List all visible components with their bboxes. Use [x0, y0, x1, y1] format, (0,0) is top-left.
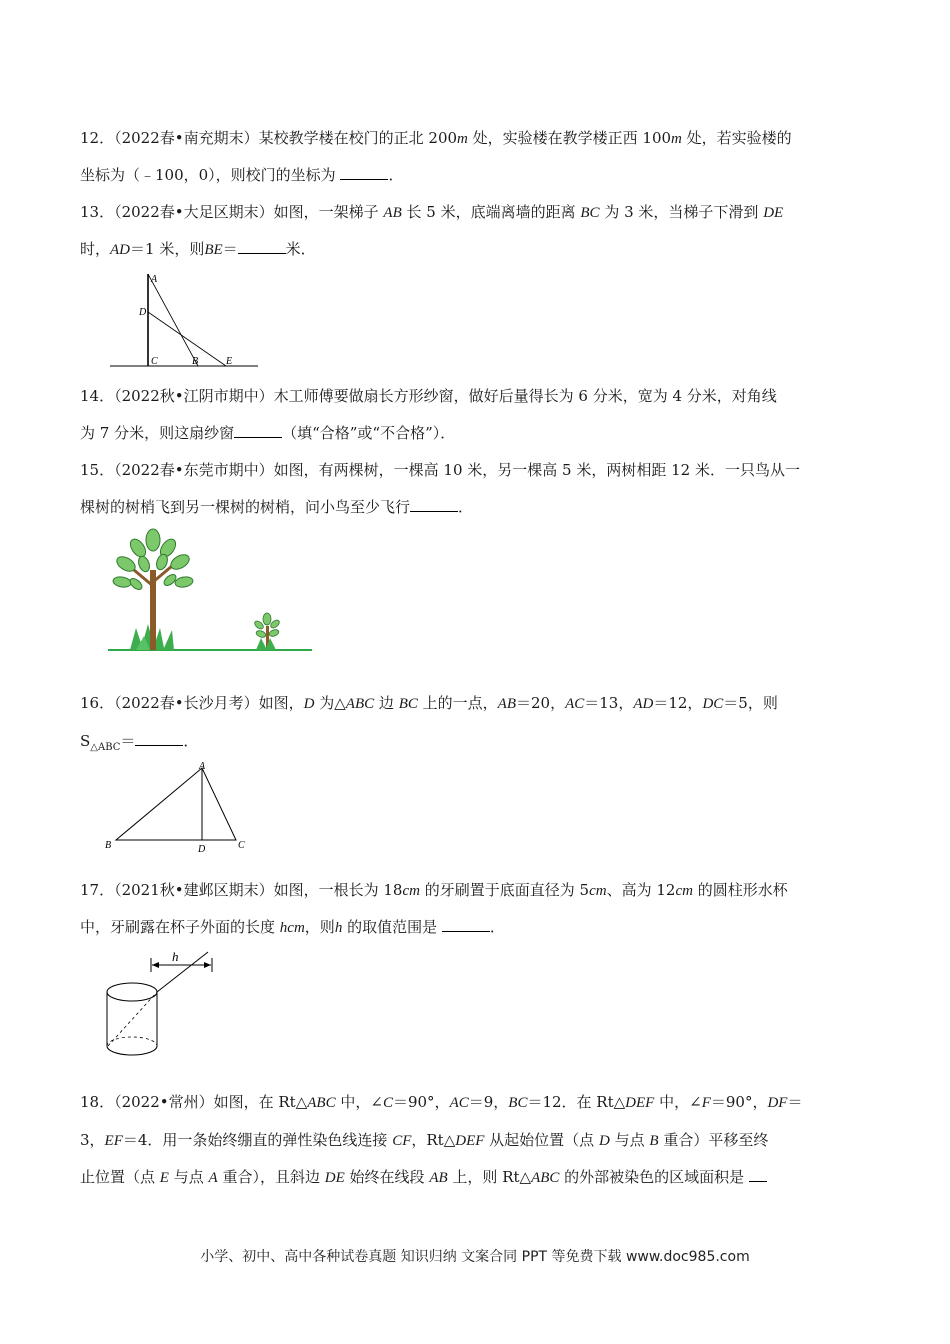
ladder-figure: [106, 268, 266, 370]
page-footer: 小学、初中、高中各种试卷真题 知识归纳 文案合同 PPT 等免费下载 www.doc985.com: [200, 1249, 750, 1265]
point-label-d: D: [198, 844, 206, 855]
question-number: 15．: [80, 461, 115, 479]
answer-blank[interactable]: [749, 1167, 767, 1182]
q16-line1: 16．（2022春•长沙月考）如图，D 为△ABC 边 BC 上的一点，AB＝20，AC＝13，AD＝12，DC＝5，则: [80, 694, 778, 712]
answer-blank[interactable]: [340, 165, 388, 180]
point-label-c: C: [151, 356, 158, 367]
q14-line2: 为 7 分米，则这扇纱窗 （填“合格”或“不合格”）．: [80, 424, 456, 442]
question-source: （2022•常州）: [114, 1093, 214, 1111]
point-label-e: E: [226, 356, 233, 367]
answer-blank[interactable]: [135, 731, 183, 746]
question-number: 12．: [80, 129, 115, 147]
q18-line1: 18．（2022•常州）如图，在 Rt△ABC 中，∠C＝90°，AC＝9，BC＝12．在 Rt△DEF 中，∠F＝90°，DF＝: [80, 1093, 803, 1111]
cup-top: [107, 983, 157, 1001]
q18-line3: 止位置（点 E 与点 A 重合），且斜边 DE 始终在线段 AB 上，则 Rt△ABC 的外部被染色的区域面积是: [80, 1167, 767, 1188]
point-label-d: D: [139, 307, 147, 318]
q17-line1: 17．（2021秋•建邺区期末）如图，一根长为 18cm 的牙刷置于底面直径为 5cm、高为 12cm 的圆柱形水杯: [80, 881, 788, 899]
q15-line1: 15．（2022春•东莞市期中）如图，有两棵树，一棵高 10 米，另一棵高 5 米，两树相距 12 米．一只鸟从一: [80, 461, 800, 479]
cup-figure: [104, 946, 224, 1058]
ladder-de: [148, 312, 226, 366]
q12-line2: 坐标为（﹣100，0），则校门的坐标为 ．: [80, 166, 404, 184]
point-label-c: C: [238, 840, 245, 851]
question-source: （2022春•长沙月考）: [114, 694, 259, 712]
point-label-a: A: [199, 761, 206, 772]
q18-line2: 3，EF＝4．用一条始终绷直的弹性染色线连接 CF，Rt△DEF 从起始位置（点 D 与点 B 重合）平移至终: [80, 1131, 769, 1149]
q12-line1: 12．（2022春•南充期末）某校教学楼在校门的正北 200m 处，实验楼在教学楼正西 100m 处，若实验楼的: [80, 129, 792, 147]
q17-line2: 中，牙刷露在杯子外面的长度 hcm，则h 的取值范围是 ．: [80, 918, 505, 936]
question-source: （2021秋•建邺区期末）: [114, 881, 274, 899]
q14-line1: 14．（2022秋•江阴市期中）木工师傅要做扇长方形纱窗，做好后量得长为 6 分米，宽为 4 分米，对角线: [80, 387, 777, 405]
question-number: 18．: [80, 1093, 115, 1111]
ladder-ab: [148, 274, 198, 366]
q13-line2: 时，AD＝1 米，则BE＝ 米．: [80, 240, 316, 258]
question-source: （2022春•东莞市期中）: [114, 461, 274, 479]
point-label-a: A: [151, 274, 158, 285]
point-label-b: B: [192, 356, 199, 367]
point-label-b: B: [105, 840, 112, 851]
triangle-figure: [104, 760, 254, 856]
question-source: （2022春•大足区期末）: [114, 203, 274, 221]
question-number: 13．: [80, 203, 115, 221]
question-source: （2022春•南充期末）: [114, 129, 259, 147]
answer-blank[interactable]: [410, 497, 458, 512]
q16-line2: $S_{\triangle ABC}=$ ．: [80, 732, 199, 753]
trees-figure: [106, 524, 316, 656]
q13-line1: 13．（2022春•大足区期末）如图，一架梯子 AB 长 5 米，底端离墙的距离 BC 为 3 米，当梯子下滑到 DE: [80, 203, 784, 221]
q15-line2: 棵树的树梢飞到另一棵树的树梢，问小鸟至少飞行 ．: [80, 498, 474, 516]
brush-outside: [157, 952, 208, 992]
answer-blank[interactable]: [442, 917, 490, 932]
question-source: （2022秋•江阴市期中）: [114, 387, 274, 405]
h-label: h: [172, 949, 179, 964]
answer-blank[interactable]: [238, 239, 286, 254]
question-number: 17．: [80, 881, 115, 899]
question-number: 16．: [80, 694, 115, 712]
cup-bottom: [107, 1046, 157, 1055]
answer-blank[interactable]: [234, 423, 282, 438]
question-number: 14．: [80, 387, 115, 405]
triangle-abc: [116, 768, 236, 840]
brush-inside: [108, 992, 157, 1046]
